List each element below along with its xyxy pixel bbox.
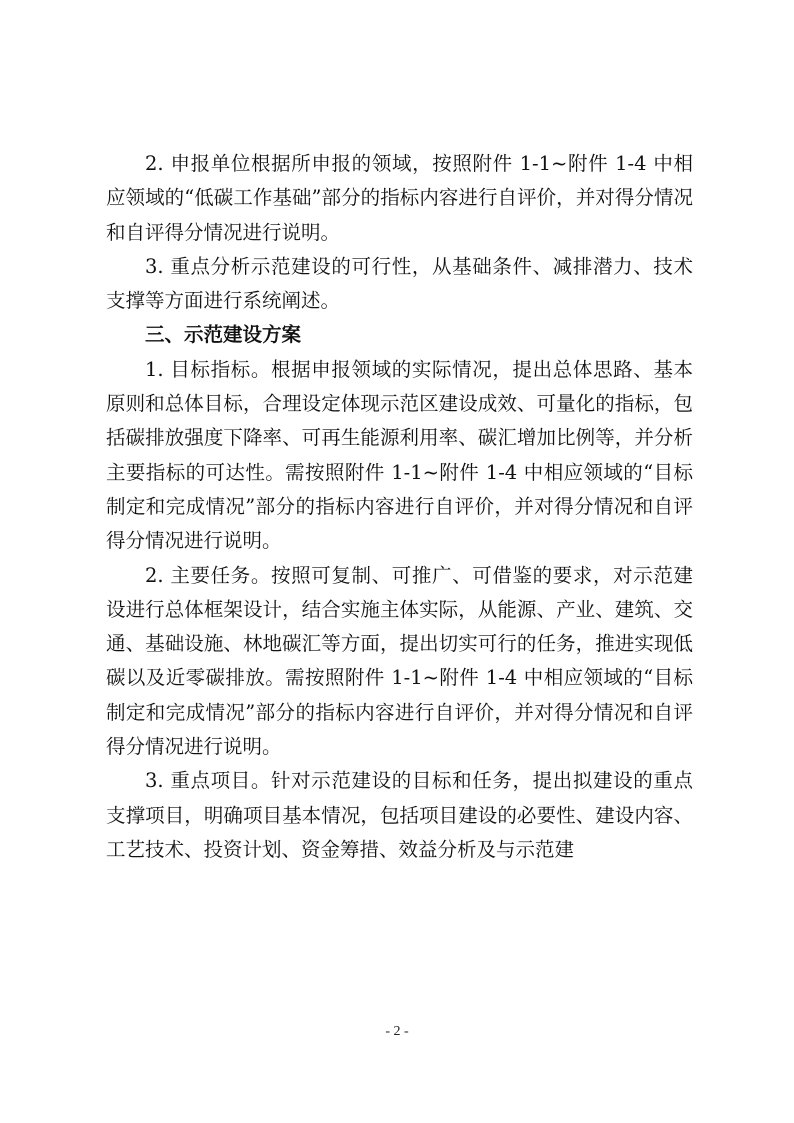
paragraph-key-projects: 3. 重点项目。针对示范建设的目标和任务，提出拟建设的重点支撑项目，明确项目基本情况，包括项目建设的必要性、建设内容、工艺技术、投资计划、资金筹措、效益分析及与示范建 [106, 769, 693, 861]
document-body [106, 147, 693, 867]
paragraph-feasibility-analysis: 3. 重点分析示范建设的可行性，从基础条件、减排潜力、技术支撑等方面进行系统阐述。 [106, 254, 693, 313]
paragraph-main-tasks: 2. 主要任务。按照可复制、可推广、可借鉴的要求，对示范建设进行总体框架设计，结合实施主体实际，从能源、产业、建筑、交通、基础设施、林地碳汇等方面，提出切实可行的任务，推进实现低碳以及近零碳排放。需按照附件 1-1~附件 1-4 中相应领域的“目标制定和完成情况”部分的指标内容进行自评价，并对得分情况和自评得分情况进行说明。 [106, 563, 693, 759]
paragraph-target-indicators: 1. 目标指标。根据申报领域的实际情况，提出总体思路、基本原则和总体目标，合理设定体现示范区建设成效、可量化的指标，包括碳排放强度下降率、可再生能源利用率、碳汇增加比例等，并分析主要指标的可达性。需按照附件 1-1~附件 1-4 中相应领域的“目标制定和完成情况”部分的指标内容进行自评价，并对得分情况和自评得分情况进行说明。 [106, 357, 693, 553]
paragraph-work-basis-evaluation: 2. 申报单位根据所申报的领域，按照附件 1-1~附件 1-4 中相应领域的“低碳工作基础”部分的指标内容进行自评价，并对得分情况和自评得分情况进行说明。 [106, 152, 693, 244]
page-number: - 2 - [385, 1024, 409, 1039]
section-heading-demonstration-plan: 三、示范建设方案 [145, 323, 302, 347]
